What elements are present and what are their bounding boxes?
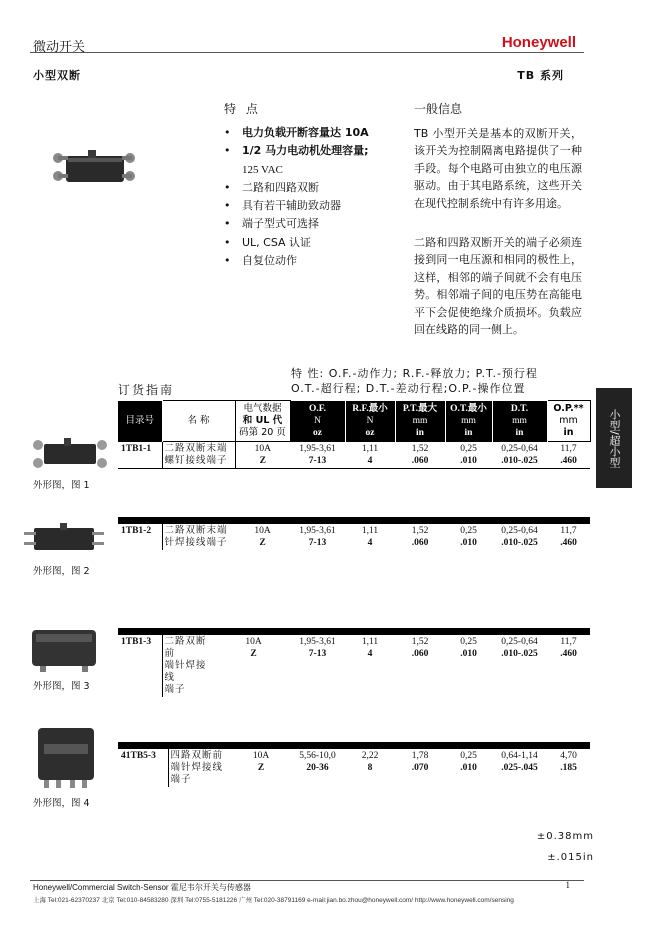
header-rule: [30, 52, 584, 53]
order-guide-title: 订货指南: [118, 383, 175, 397]
features-title: 特 点: [224, 102, 261, 116]
figure-3-photo: [28, 626, 100, 674]
figure-label: 外形图，图 3: [33, 681, 90, 692]
catalog-number: 1TB1-3: [118, 632, 162, 698]
characteristics-legend: 特 性: O.F.-动作力; R.F.-释放力; P.T.-预行程 O.T.-超行程; D.T.-差动行程;O.P.-操作位置: [291, 367, 538, 395]
feature-item: • 端子型式可选择: [224, 215, 399, 233]
product-name: 二路双断前 端针焊接线 端子: [164, 636, 207, 695]
figure-label: 外形图，图 4: [33, 798, 90, 809]
rf-value: 1,11 4: [361, 443, 379, 466]
column-header-name: 名 称: [162, 401, 235, 442]
ot-value: 0,25 .010: [460, 526, 477, 548]
general-info-paragraph: 二路和四路双断开关的端子必须连接到同一电压源和相同的极性上，这样，相邻的端子间就不会有电压势。相邻端子间的电压势在高能电平下会促使绝缘介质损坏。负载应回在线路的同一侧上。: [414, 236, 582, 337]
product-name: 四路双断前 端针焊接线 端子: [170, 750, 224, 785]
catalog-number: 41TB5-3: [118, 746, 168, 788]
pt-value: 1,52 .060: [411, 443, 429, 466]
table-row: [118, 632, 590, 698]
document-title: 微动开关: [33, 40, 86, 55]
product-subtitle: 小型双断: [33, 69, 81, 82]
page-number: 1: [565, 880, 570, 890]
of-value: 1,95-3,61 7-13: [299, 526, 336, 548]
ot-value: 0,25 .010: [460, 637, 477, 659]
of-value: 5,56-10,0 20-36: [299, 751, 336, 773]
dt-value: 0,64-1,14 .025-.045: [501, 751, 538, 773]
op-value: 11,7 .460: [560, 526, 577, 548]
feature-item: • 1/2 马力电动机处理容量;: [224, 142, 399, 160]
order-table-41tb5-3: [118, 742, 590, 787]
figure-label: 外形图，图 2: [33, 566, 90, 577]
electrical-data: 10A Z: [254, 444, 271, 466]
product-photo-main: [48, 148, 140, 188]
ot-value: 0,25 .010: [460, 443, 477, 466]
order-table-1tb1-2: [118, 517, 590, 550]
ot-value: 0,25 .010: [460, 751, 477, 773]
order-table-1tb1-3: [118, 628, 590, 697]
brand-logo: Honeywell: [501, 34, 576, 51]
electrical-data: 10A Z: [254, 526, 271, 548]
general-info-paragraph: TB 小型开关是基本的双断开关，该开关为控制隔离电路提供了一种手段。每个电路可由独立的电压源驱动。由于其电路系统，这些开关在现代控制系统中有许多用途。: [414, 127, 582, 210]
column-header-of: O.F. N oz: [290, 401, 345, 442]
dt-value: 0,25-0,64 .010-.025: [501, 526, 538, 548]
features-list: [224, 124, 399, 270]
pt-value: 1,52 .060: [411, 637, 429, 659]
column-header-op: O.P.** mm in: [547, 401, 590, 442]
product-name: 二路双断末端 螺钉接线端子: [162, 442, 235, 469]
figure-1-photo: [30, 436, 110, 472]
rf-value: 2,22 8: [361, 751, 379, 773]
product-name: 二路双断末端 针焊接线端子: [164, 525, 228, 548]
catalog-number: 1TB1-2: [118, 521, 162, 551]
rf-value: 1,11 4: [361, 526, 379, 548]
table-row: [118, 521, 590, 551]
of-value: 1,95-3,61 7-13: [299, 443, 336, 466]
feature-item: • 具有若干辅助致动器: [224, 197, 399, 215]
dt-value: 0,25-0,64 .010-.025: [501, 443, 538, 466]
section-side-tab: 小型/超小型: [596, 388, 632, 488]
table-row: [118, 746, 590, 788]
figure-label: 外形图，图 1: [33, 480, 90, 491]
feature-item: • 自复位动作: [224, 252, 399, 270]
tolerance-note: ±0.38mm ±.015in: [536, 831, 594, 863]
footer-company: Honeywell/Commercial Switch-Sensor 霍尼韦尔开关与传感器: [33, 883, 251, 892]
column-header-dt: D.T. mm in: [492, 401, 547, 442]
dt-value: 0,25-0,64 .010-.025: [501, 637, 538, 659]
op-value: 11,7 .460: [560, 444, 577, 466]
electrical-data: 10A Z: [252, 751, 270, 773]
feature-item: • 电力负载开断容量达 10A: [224, 124, 399, 142]
column-header-electrical: 电气数据 和 UL 代 码第 20 页: [235, 401, 290, 442]
rf-value: 1,11 4: [361, 637, 379, 659]
column-header-pt: P.T.最大 mm in: [395, 401, 445, 442]
order-table-1tb1-1: [118, 400, 591, 469]
op-value: 11,7 .460: [560, 637, 577, 659]
pt-value: 1,78 .070: [411, 751, 429, 773]
pt-value: 1,52 .060: [411, 526, 429, 548]
op-value: 4,70 .185: [560, 751, 577, 773]
electrical-data: 10A Z: [245, 637, 262, 659]
footer-contacts: 上海 Tel:021-62370237 北京 Tel:010-84583280 深圳 Tel:0755-5181226 广州 Tel:020-38791169 e-mail:jian.bo.zhou@honeywell.com/ http://www.honeywell.com/sensing: [33, 897, 514, 904]
table-row: [118, 442, 590, 469]
feature-item: • 二路和四路双断: [224, 179, 399, 197]
general-info-title: 一般信息: [414, 102, 463, 116]
figure-2-photo: [22, 522, 106, 556]
column-header-rf: R.F.最小 N oz: [345, 401, 395, 442]
column-header-catalog: 目录号: [118, 401, 162, 442]
figure-4-photo: [32, 722, 100, 790]
column-header-ot: O.T.最小 mm in: [445, 401, 492, 442]
product-series: TB 系列: [517, 69, 564, 82]
of-value: 1,95-3,61 7-13: [299, 637, 336, 659]
footer-rule: [30, 880, 584, 881]
feature-item: • UL, CSA 认证: [224, 234, 399, 252]
catalog-number: 1TB1-1: [121, 443, 152, 454]
feature-item: 125 VAC: [242, 163, 283, 176]
